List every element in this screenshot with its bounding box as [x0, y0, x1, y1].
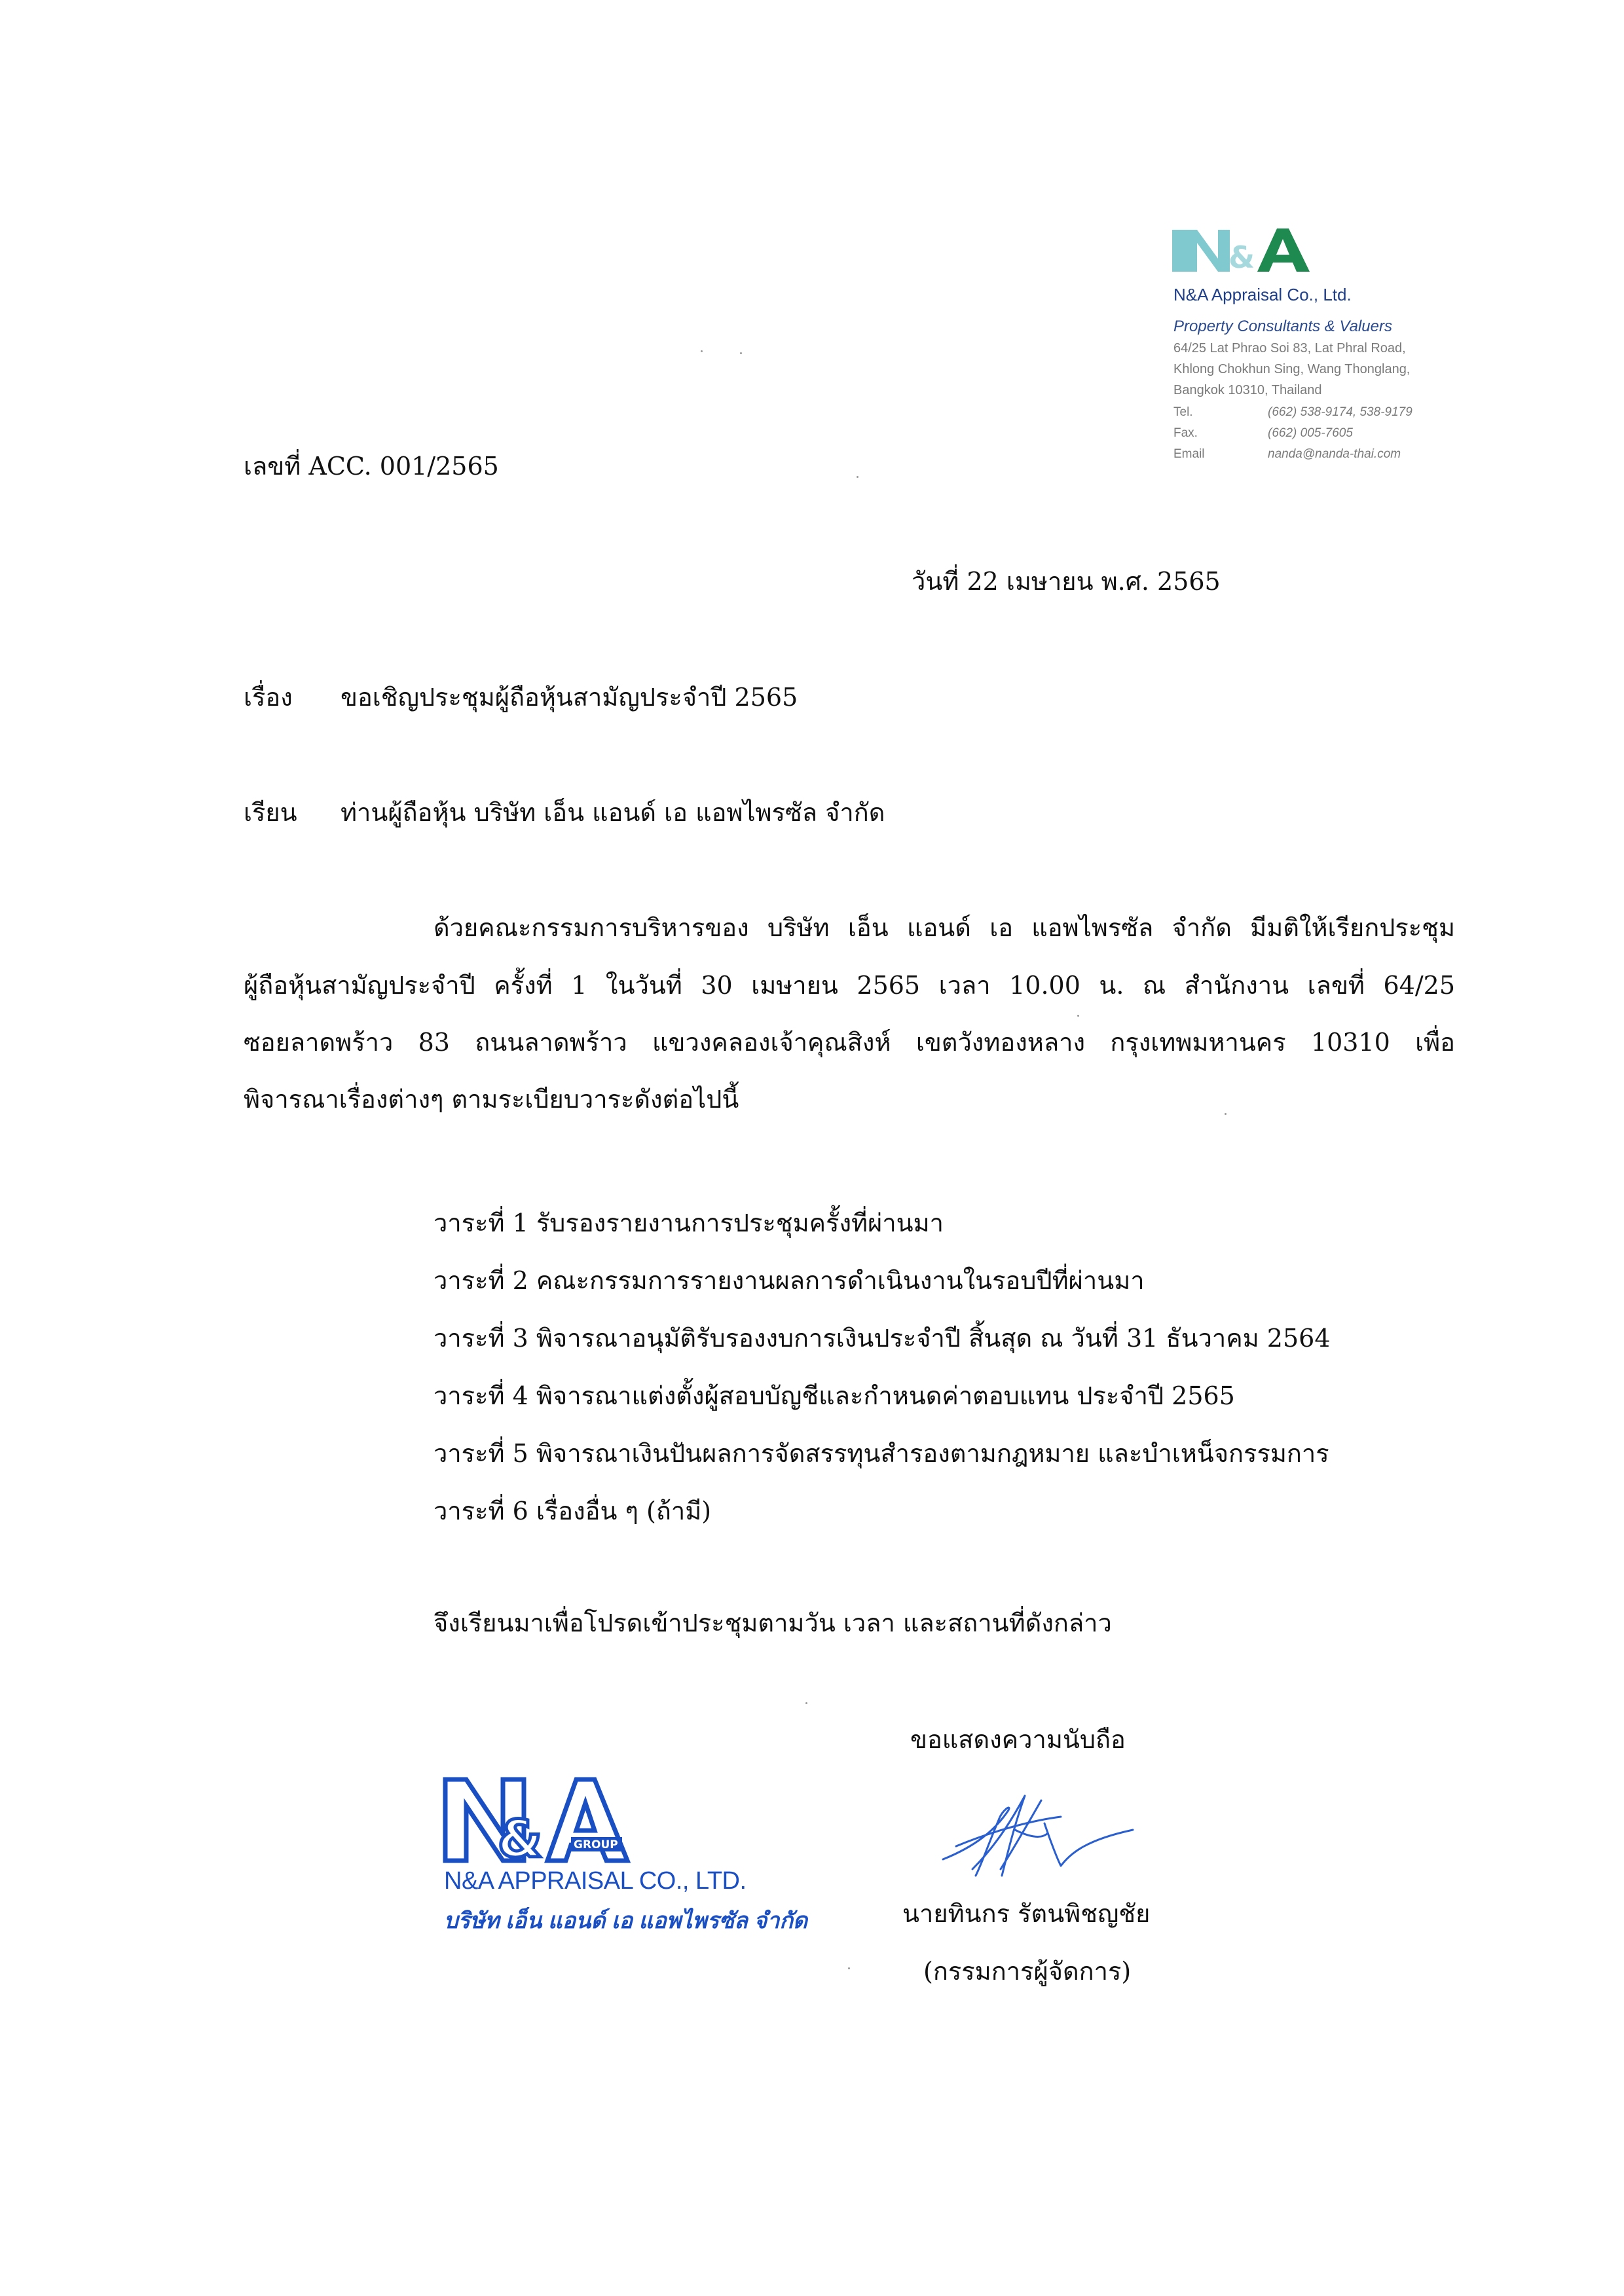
closing-request: จึงเรียนมาเพื่อโปรดเข้าประชุมตามวัน เวลา และสถานที่ดังกล่าว	[434, 1609, 1112, 1637]
recipient-text: ท่านผู้ถือหุ้น บริษัท เอ็น แอนด์ เอ แอพไพรซัล จำกัด	[341, 798, 885, 827]
agenda-item: วาระที่ 1 รับรองรายงานการประชุมครั้งที่ผ่านมา	[434, 1209, 944, 1237]
agenda-item: วาระที่ 6 เรื่องอื่น ๆ (ถ้ามี)	[434, 1497, 712, 1525]
stamp-logo	[443, 1774, 639, 1866]
scan-speck	[701, 350, 703, 352]
agenda-item: วาระที่ 5 พิจารณาเงินปันผลการจัดสรรทุนสำรองตามกฎหมาย และบำเหน็จกรรมการ	[434, 1439, 1329, 1468]
letter-date: วันที่ 22 เมษายน พ.ศ. 2565	[912, 567, 1221, 596]
agenda-item: วาระที่ 2 คณะกรรมการรายงานผลการดำเนินงานในรอบปีที่ผ่านมา	[434, 1266, 1145, 1295]
signer-name: นายทินกร รัตนพิชญชัย	[902, 1899, 1151, 1928]
scan-speck	[848, 1967, 850, 1969]
subject-label: เรื่อง	[244, 683, 293, 712]
closing-salutation: ขอแสดงความนับถือ	[910, 1725, 1126, 1754]
company-logo	[1172, 226, 1316, 278]
subject-text: ขอเชิญประชุมผู้ถือหุ้นสามัญประจำปี 2565	[341, 683, 798, 712]
signer-title: (กรรมการผู้จัดการ)	[923, 1957, 1132, 1986]
company-stamp	[443, 1774, 809, 1951]
svg-text:&: &	[1228, 240, 1255, 275]
scan-speck	[1077, 1015, 1079, 1017]
body-line: ซอยลาดพร้าว 83 ถนนลาดพร้าว แขวงคลองเจ้าคุณสิงห์ เขตวังทองหลาง กรุงเทพมหานคร 10310 เพื่อ	[244, 1028, 1455, 1057]
fax-value: (662) 005-7605	[1268, 426, 1353, 440]
body-line: ผู้ถือหุ้นสามัญประจำปี ครั้งที่ 1 ในวันที่ 30 เมษายน 2565 เวลา 10.00 น. ณ สำนักงาน เลขที่ 64/25	[244, 971, 1455, 1000]
tel-label: Tel.	[1173, 405, 1193, 419]
tel-value: (662) 538-9174, 538-9179	[1268, 405, 1412, 419]
scan-speck	[805, 1702, 807, 1704]
body-line: พิจารณาเรื่องต่างๆ ตามระเบียบวาระดังต่อไปนี้	[244, 1085, 739, 1114]
address-line: Khlong Chokhun Sing, Wang Thonglang,	[1173, 362, 1411, 376]
email-value: nanda@nanda-thai.com	[1268, 447, 1401, 461]
agenda-item: วาระที่ 4 พิจารณาแต่งตั้งผู้สอบบัญชีและกำหนดค่าตอบแทน ประจำปี 2565	[434, 1381, 1235, 1410]
stamp-company-en: N&A APPRAISAL CO., LTD.	[444, 1867, 747, 1895]
company-name: N&A Appraisal Co., Ltd.	[1173, 285, 1352, 304]
svg-text:&: &	[498, 1810, 543, 1866]
recipient-label: เรียน	[244, 798, 297, 827]
email-label: Email	[1173, 447, 1205, 461]
reference-number: เลขที่ ACC. 001/2565	[244, 452, 499, 481]
stamp-group-text: GROUP	[574, 1838, 618, 1851]
signature	[936, 1784, 1146, 1882]
stamp-company-th: บริษัท เอ็น แอนด์ เอ แอพไพรซัล จำกัด	[444, 1908, 807, 1933]
address-line: 64/25 Lat Phrao Soi 83, Lat Phral Road,	[1173, 341, 1406, 355]
letterhead	[1172, 226, 1480, 481]
company-tagline: Property Consultants & Valuers	[1173, 318, 1392, 335]
scan-speck	[740, 352, 742, 354]
agenda-item: วาระที่ 3 พิจารณาอนุมัติรับรองงบการเงินประจำปี สิ้นสุด ณ วันที่ 31 ธันวาคม 2564	[434, 1324, 1331, 1353]
address-line: Bangkok 10310, Thailand	[1173, 383, 1322, 397]
scan-speck	[857, 476, 858, 478]
scan-speck	[1225, 1113, 1227, 1115]
body-line: ด้วยคณะกรรมการบริหารของ บริษัท เอ็น แอนด์ เอ แอพไพรซัล จำกัด มีมติให้เรียกประชุม	[434, 913, 1455, 942]
fax-label: Fax.	[1173, 426, 1198, 440]
